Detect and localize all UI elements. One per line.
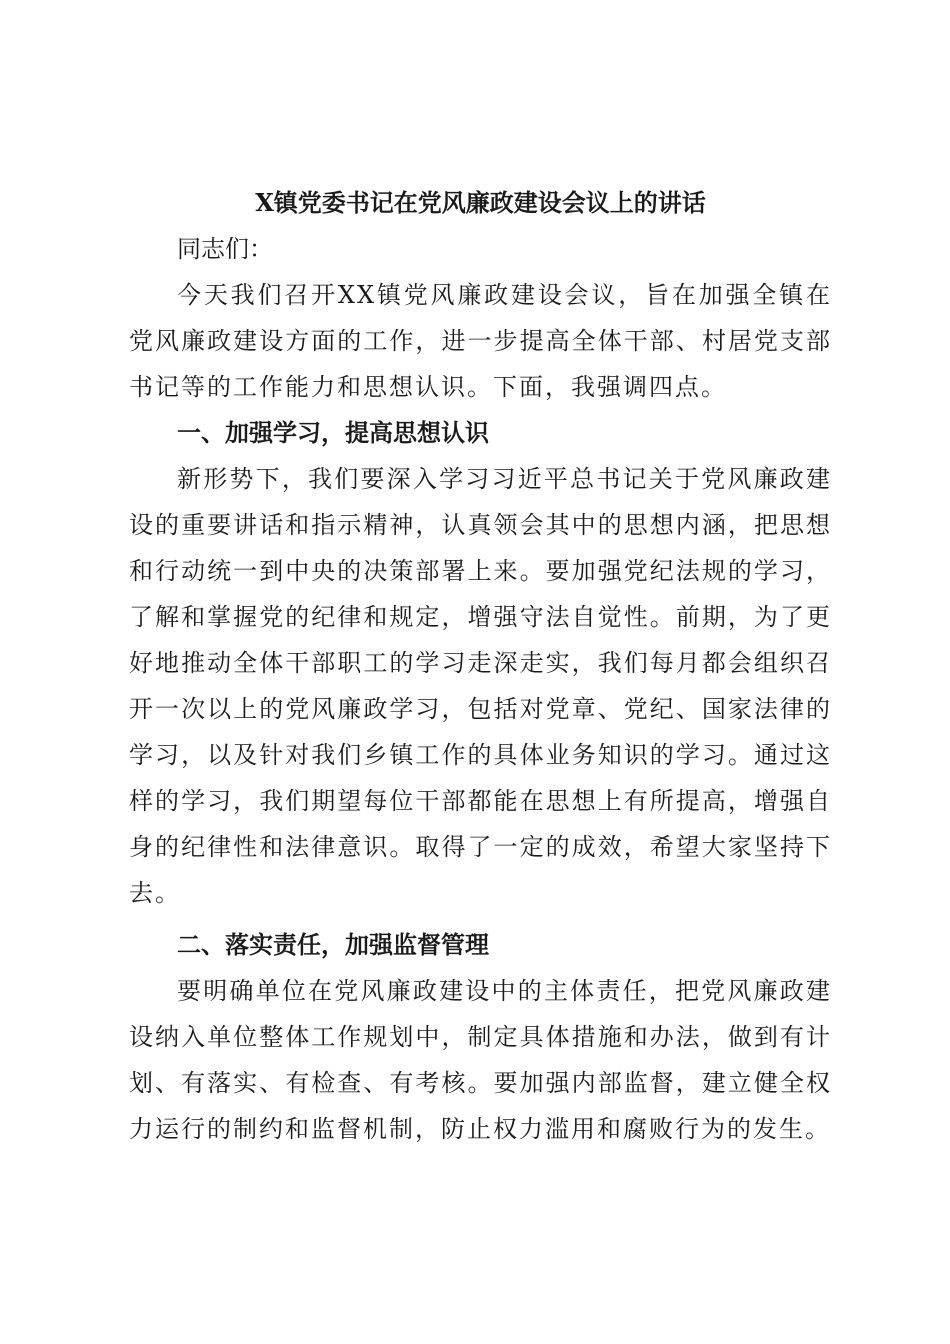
document-page: [129, 180, 832, 1152]
intro-paragraph: 今天我们召开XX镇党风廉政建设会议，旨在加强全镇在党风廉政建设方面的工作，进一步提高全体干部、村居党支部书记等的工作能力和思想认识。下面，我强调四点。: [129, 281, 832, 401]
section-heading-1: 一、加强学习，提高思想认识: [177, 419, 489, 447]
section-body-1: 新形势下，我们要深入学习习近平总书记关于党风廉政建设的重要讲话和指示精神，认真领会其中的思想内涵，把思想和行动统一到中央的决策部署上来。要加强党纪法规的学习，了解和掌握党的纪律和规定，增强守法自觉性。前期，为了更好地推动全体干部职工的学习走深走实，我们每月都会组织召开一次以上的党风廉政学习，包括对党章、党纪、国家法律的学习，以及针对我们乡镇工作的具体业务知识的学习。通过这样的学习，我们期望每位干部都能在思想上有所提高，增强自身的纪律性和法律意识。取得了一定的成效，希望大家坚持下去。: [129, 465, 832, 907]
greeting: 同志们：: [177, 235, 273, 263]
document-title: X镇党委书记在党风廉政建设会议上的讲话: [255, 188, 706, 217]
section-heading-2: 二、落实责任，加强监督管理: [177, 931, 489, 959]
section-body-2: 要明确单位在党风廉政建设中的主体责任，把党风廉政建设纳入单位整体工作规划中，制定具体措施和办法，做到有计划、有落实、有检查、有考核。要加强内部监督，建立健全权力运行的制约和监督机制，防止权力滥用和腐败行为的发生。: [129, 977, 832, 1143]
